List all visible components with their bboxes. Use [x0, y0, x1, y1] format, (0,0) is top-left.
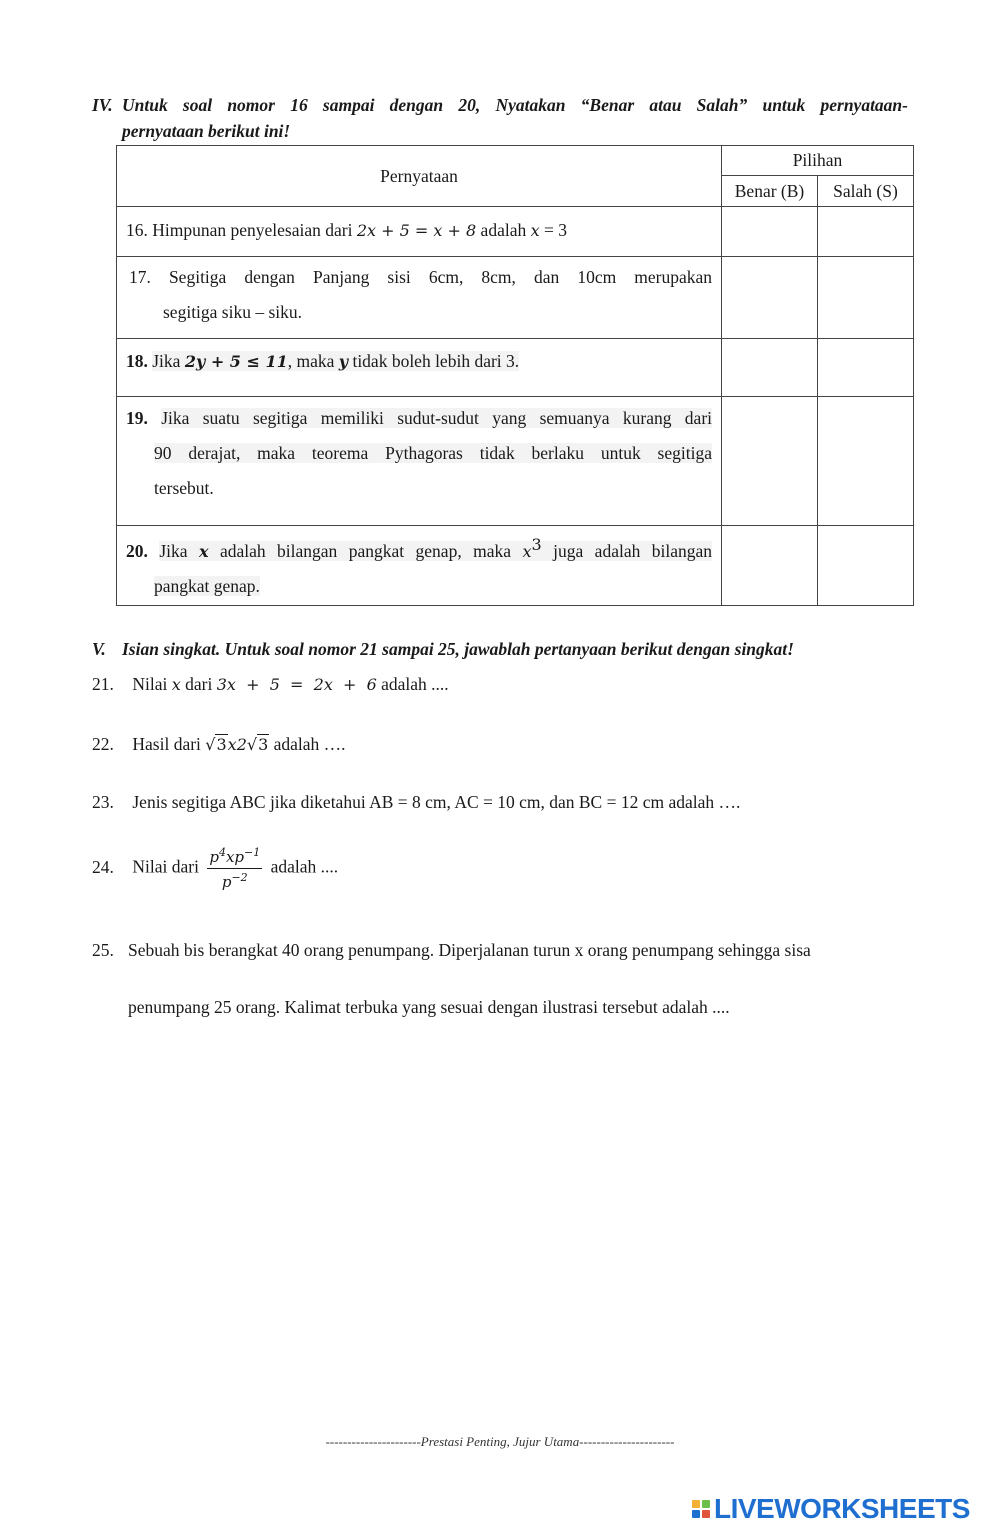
answer-cell-true-18[interactable] — [722, 339, 818, 397]
header-choice: Pilihan — [722, 146, 914, 176]
logo-tile-2 — [702, 1500, 710, 1508]
question-23-number: 23. — [92, 792, 114, 812]
logo-text: LIVEWORKSHEETS — [714, 1493, 970, 1524]
table-row-17 — [117, 257, 914, 339]
statement-19-number: 19. — [126, 408, 148, 428]
statement-20-exponent: 3 — [531, 535, 542, 554]
statement-18 — [117, 339, 722, 397]
statement-18-math-a: 2y + 5 ≤ 11 — [184, 352, 288, 371]
table-row-19 — [117, 397, 914, 526]
statement-20-text-b: adalah bilangan pangkat genap, maka — [219, 540, 512, 561]
question-24 — [92, 846, 338, 891]
question-23 — [92, 792, 740, 813]
statement-20-line2: pangkat genap. — [154, 575, 260, 596]
statement-16-text-c: = 3 — [544, 220, 567, 240]
statement-18-text-a: Jika — [152, 351, 181, 371]
fraction — [207, 846, 262, 891]
question-24-text-c: adalah .... — [270, 856, 339, 877]
statement-20-math-b: x — [522, 541, 532, 561]
header-true: Benar (B) — [722, 176, 818, 207]
section-iv-heading-line1: Untuk soal nomor 16 sampai dengan 20, Nyatakan “Benar atau Salah” untuk pernyataan- — [122, 95, 908, 115]
answer-cell-true-16[interactable] — [722, 207, 818, 257]
question-25-line2: penumpang 25 orang. Kalimat terbuka yang sesuai dengan ilustrasi tersebut adalah .... — [128, 997, 730, 1017]
statement-20 — [117, 526, 722, 606]
fraction-numerator — [207, 846, 262, 869]
question-25-number: 25. — [92, 940, 114, 960]
statement-18-text-c: tidak boleh lebih dari 3. — [352, 351, 520, 371]
statement-16-text-b: adalah — [480, 220, 527, 240]
question-24-text-a: Nilai dari — [132, 856, 199, 877]
numerator-exponent-2: −1 — [244, 846, 261, 859]
logo-tile-1 — [692, 1500, 700, 1508]
table-row-16 — [117, 207, 914, 257]
question-22-text-c: adalah …. — [273, 734, 346, 754]
question-21-text-c: adalah .... — [381, 674, 449, 694]
question-21-equation: 3x + 5 = 2x + 6 — [216, 675, 377, 694]
statement-20-text-a: Jika — [159, 540, 188, 561]
question-22-mid: x2 — [227, 735, 247, 754]
table-row-18 — [117, 339, 914, 397]
section-iv-number: IV. — [92, 95, 113, 115]
statement-19-line3: tersebut. — [154, 478, 214, 498]
true-false-table — [116, 145, 914, 606]
logo-tile-3 — [692, 1510, 700, 1518]
header-false: Salah (S) — [818, 176, 914, 207]
section-v-number: V. — [92, 639, 106, 659]
question-21-math-a: x — [171, 675, 181, 694]
answer-cell-true-19[interactable] — [722, 397, 818, 526]
question-24-number: 24. — [92, 856, 114, 877]
statement-16-math-b: x — [530, 221, 540, 240]
statement-17 — [117, 257, 722, 339]
statement-18-math-b: y — [338, 352, 349, 371]
statement-16 — [117, 207, 722, 257]
answer-cell-false-20[interactable] — [818, 526, 914, 606]
answer-cell-false-16[interactable] — [818, 207, 914, 257]
fraction-denominator — [222, 869, 248, 891]
question-25-line1: Sebuah bis berangkat 40 orang penumpang. Diperjalanan turun x orang penumpang sehingga sisa — [128, 940, 811, 960]
section-iv-heading — [92, 92, 908, 144]
statement-16-math-a: 2x + 5 = x + 8 — [356, 221, 477, 240]
question-21-text-a: Nilai — [132, 674, 168, 694]
section-v-heading-text: Isian singkat. Untuk soal nomor 21 sampai 25, jawablah pertanyaan berikut dengan singkat! — [122, 639, 794, 659]
statement-16-number: 16. — [126, 220, 148, 240]
statement-17-line2: segitiga siku – siku. — [163, 302, 303, 322]
liveworksheets-logo[interactable] — [692, 1494, 970, 1524]
statement-19-line1: Jika suatu segitiga memiliki sudut-sudut yang semuanya kurang dari — [161, 408, 713, 428]
logo-tile-4 — [702, 1510, 710, 1518]
question-23-text: Jenis segitiga ABC jika diketahui AB = 8 cm, AC = 10 cm, dan BC = 12 cm adalah …. — [132, 792, 741, 812]
header-statement: Pernyataan — [117, 146, 722, 207]
question-21 — [92, 674, 449, 695]
statement-16-text-a: Himpunan penyelesaian dari — [152, 220, 353, 240]
statement-20-text-c: juga adalah bilangan — [553, 540, 713, 561]
radicand-1: 3 — [216, 735, 227, 754]
denominator-exponent: −2 — [231, 871, 248, 884]
statement-17-number: 17. — [129, 267, 151, 287]
numerator-base-1: p — [209, 848, 219, 866]
answer-cell-true-20[interactable] — [722, 526, 818, 606]
radicand-2: 3 — [258, 735, 269, 754]
question-25 — [92, 940, 811, 961]
numerator-mid: xp — [225, 848, 244, 866]
answer-cell-true-17[interactable] — [722, 257, 818, 339]
logo-tiles-icon — [692, 1500, 710, 1518]
statement-17-line1: Segitiga dengan Panjang sisi 6cm, 8cm, dan 10cm merupakan — [168, 267, 713, 287]
statement-18-text-b: , maka — [287, 351, 335, 371]
question-22-text-a: Hasil dari — [132, 734, 201, 754]
denominator-base: p — [221, 873, 232, 891]
statement-19-line2: 90 derajat, maka teorema Pythagoras tidak berlaku untuk segitiga — [154, 443, 712, 463]
question-22-number: 22. — [92, 734, 114, 754]
statement-19 — [117, 397, 722, 526]
answer-cell-false-19[interactable] — [818, 397, 914, 526]
statement-18-number: 18. — [126, 351, 148, 371]
section-iv-heading-line2: pernyataan berikut ini! — [122, 121, 291, 141]
answer-cell-false-18[interactable] — [818, 339, 914, 397]
question-21-text-b: dari — [185, 674, 213, 694]
section-v-heading — [92, 639, 794, 660]
question-21-number: 21. — [92, 674, 114, 694]
statement-20-math-a: x — [198, 541, 209, 561]
statement-20-number: 20. — [126, 540, 148, 561]
square-root-1: √3 — [205, 735, 227, 754]
table-row-20 — [117, 526, 914, 606]
footer-motto: ----------------------Prestasi Penting, Jujur Utama---------------------- — [325, 1434, 675, 1449]
square-root-2: √3 — [246, 735, 269, 754]
numerator-exponent-1: 4 — [218, 846, 226, 859]
answer-cell-false-17[interactable] — [818, 257, 914, 339]
question-22 — [92, 734, 346, 755]
